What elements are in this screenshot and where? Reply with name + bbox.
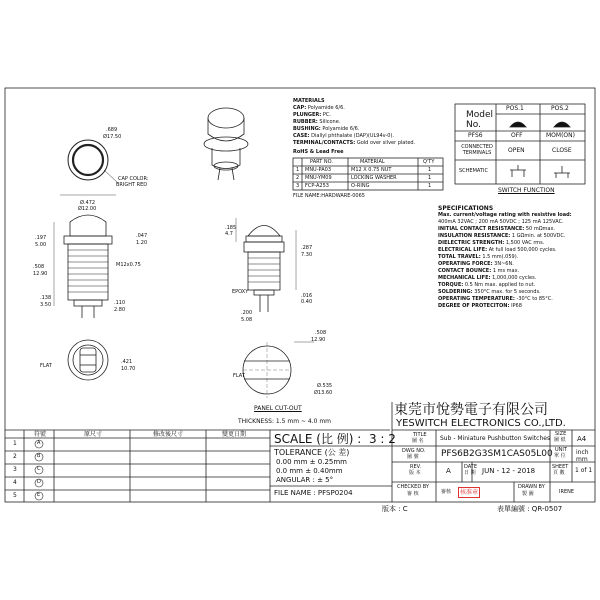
parts-cell: 1: [296, 167, 300, 173]
rev-header-symbol: 符號: [34, 431, 47, 438]
title-label: TITLE: [413, 432, 427, 438]
dim-label: Ø13.60: [314, 390, 333, 396]
connected-terminals-label: CONNECTED TERMINALS: [461, 144, 493, 156]
checked-by-label-cn: 審 核: [407, 491, 419, 497]
parts-cell: O-RING: [351, 183, 370, 189]
rev-header-date: 變更日期: [222, 431, 247, 438]
rev-symbol: C: [37, 466, 41, 472]
bottom-outer-circle: [68, 340, 108, 380]
dim-label: 7.30: [301, 252, 313, 258]
dwg-no-label: DWG NO.: [402, 448, 426, 454]
rev-row-number: 1: [13, 440, 17, 447]
parts-header-material: MATERIAL: [360, 159, 385, 165]
spec-line: MECHANICAL LIFE: 1,000,000 cycles.: [438, 275, 537, 281]
version-label: 版本 : C: [382, 505, 408, 513]
rating-value: 400mA 32VAC ; 200 mA 50VDC ; 125 mA 125VAC.: [438, 219, 564, 225]
dim-label: Ø12.00: [78, 206, 97, 212]
checked-by-value: 審核: [441, 489, 452, 495]
drawn-by-value: IRENE: [559, 489, 575, 495]
rev-row-number: 4: [13, 479, 17, 486]
thread-label: M12x0.75: [116, 262, 141, 268]
unit-label: UNIT: [555, 447, 567, 453]
flat-label: FLAT: [40, 363, 52, 369]
rev-symbol: D: [37, 479, 41, 485]
parts-cell: MNU-YM09: [305, 175, 332, 181]
dwg-no-label-cn: 圖 號: [407, 454, 419, 460]
dim-label: 12.90: [33, 271, 48, 277]
spec-line: OPERATING FORCE: 3N~6N.: [438, 261, 514, 267]
dim-label: .047: [136, 233, 148, 239]
dim-label: .110: [114, 300, 126, 306]
dim-label: 12.90: [311, 337, 326, 343]
parts-header-partno: PART NO.: [310, 159, 333, 165]
material-label: BUSHING:: [293, 126, 321, 132]
dim-label: .200: [241, 310, 253, 316]
spec-line: INSULATION RESISTANCE: 1 GΩmin. at 500VDC.: [438, 233, 566, 239]
pos1-connection: OPEN: [508, 147, 525, 154]
tolerance-line-2: 0.0 mm ± 0.40mm: [276, 467, 343, 475]
material-label: RUBBER:: [293, 119, 318, 125]
material-label: PLUNGER:: [293, 112, 322, 118]
materials-heading: MATERIALS: [293, 98, 325, 104]
pos1-label: POS.1: [506, 105, 524, 112]
title-label-cn: 圖 名: [412, 438, 424, 444]
dim-label: .197: [35, 235, 47, 241]
dim-label: .138: [40, 295, 52, 301]
material-label: TERMINAL/CONTACTS:: [293, 140, 356, 146]
rev-label: REV.: [410, 464, 421, 470]
rev-row-number: 5: [13, 492, 17, 499]
dim-label: 3.50: [40, 302, 52, 308]
sheet-label: SHEET: [552, 464, 569, 470]
rev-symbol: E: [37, 492, 41, 498]
material-value: Polyamide 6/6.: [307, 105, 345, 111]
dim-label: 2.80: [114, 307, 126, 313]
dim-label: 4.7: [225, 231, 233, 237]
approval-stamp: 核准章: [459, 489, 478, 496]
spec-line: INITIAL CONTACT RESISTANCE: 50 mΩmax.: [438, 226, 556, 232]
size-value: A4: [577, 435, 587, 443]
unit-value: inch mm: [576, 449, 589, 463]
material-value: Gold over silver plated.: [356, 140, 416, 146]
spec-line: ELECTRICAL LIFE: At full load 500,000 cycles.: [438, 247, 557, 253]
spec-line: CONTACT BOUNCE: 1 ms max.: [438, 268, 520, 274]
spec-line: SOLDERING: 350°C max. for 5 seconds.: [438, 289, 541, 295]
dim-label: 10.70: [121, 366, 136, 372]
dim-label: 0.40: [301, 299, 313, 305]
dim-label: 1.20: [136, 240, 148, 246]
spec-line: TORQUE: 0.5 Nm max. applied to nut.: [438, 282, 536, 288]
side-flange: [64, 236, 112, 244]
material-value: Polyamide 6/6.: [322, 126, 360, 132]
parts-cell: M12 X 0.75 NUT: [351, 167, 392, 173]
parts-header-qty: Q'TY: [423, 159, 435, 165]
parts-cell: 2: [296, 175, 300, 181]
dim-label: .287: [301, 245, 313, 251]
parts-cell: 3: [296, 183, 300, 189]
drawn-by-label: DRAWN BY: [518, 484, 545, 490]
spec-line: DEGREE OF PROTECITON: IP68: [438, 303, 522, 309]
iso-cap-top: [208, 108, 244, 128]
rev-symbol: B: [37, 453, 41, 459]
file-name: FILE NAME : PFSP0204: [274, 489, 353, 497]
size-label: SIZE: [555, 431, 567, 437]
spec-line: DIELECTRIC STRENGTH: 1,500 VAC rms.: [438, 240, 545, 246]
model-value: PFS6: [468, 132, 483, 139]
parts-cell: MNU-PA03: [305, 167, 331, 173]
material-value: PC.: [322, 112, 331, 118]
date-label: DATE: [464, 464, 478, 470]
specifications-heading: SPECIFICATIONS: [438, 205, 494, 212]
dim-label: .508: [33, 264, 45, 270]
drawn-by-label-cn: 製 圖: [522, 491, 534, 497]
switch-function-caption: SWITCH FUNCTION: [498, 187, 555, 194]
thickness-label: THICKNESS: 1.5 mm ~ 4.0 mm: [238, 418, 332, 425]
rev-value: A: [446, 467, 451, 475]
rev-row-number: 2: [13, 453, 17, 460]
material-value: Silicone.: [319, 119, 341, 125]
spec-line: OPERATING TEMPERATURE: -30°C to 85°C.: [438, 296, 553, 302]
unit-label-cn: 單 位: [554, 453, 566, 459]
parts-cell: FCP-A253: [305, 183, 329, 189]
epoxy-label: EPOXY: [232, 289, 249, 295]
cap-inner-circle: [73, 145, 103, 175]
rev-header-modified: 修改後尺寸: [153, 431, 184, 438]
dim-label: .185: [225, 225, 237, 231]
parts-cell: 1: [428, 167, 432, 173]
parts-cell: 1: [428, 183, 432, 189]
rev-row-number: 3: [13, 466, 17, 473]
size-label-cn: 圖 紙: [554, 437, 566, 443]
model-label: Model No.: [466, 110, 494, 130]
pos2-state: MOM(ON): [546, 132, 575, 139]
dim-label: 5.00: [35, 242, 47, 248]
checked-by-label: CHECKED BY: [397, 484, 429, 490]
dwg-no-value: PFS6B2G3SM1CAS05L00: [441, 449, 553, 459]
dim-label: .016: [301, 293, 313, 299]
rohs-label: RoHS & Lead Free: [293, 149, 344, 155]
rev-label-cn: 版 本: [409, 470, 421, 476]
parts-cell: LOCKING WASHER: [351, 175, 397, 181]
scale-value: 3 : 2: [368, 432, 396, 446]
dim-label: .508: [315, 330, 327, 336]
parts-cell: 1: [428, 175, 432, 181]
scale-label: SCALE (比 例) :: [274, 432, 362, 446]
pos1-state: OFF: [511, 132, 523, 139]
dim-label: Ø17.50: [103, 134, 122, 140]
sheet-value: 1 of 1: [575, 467, 593, 474]
rev-header-original: 原尺寸: [84, 431, 103, 438]
panel-cutout-label: PANEL CUT-OUT: [254, 405, 302, 412]
material-label: CAP:: [293, 105, 307, 111]
dim-label: .421: [121, 359, 133, 365]
pos2-label: POS.2: [551, 105, 569, 112]
tolerance-line-1: 0.00 mm ± 0.25mm: [276, 458, 347, 466]
side-body: [68, 244, 108, 300]
dim-label: 5.08: [241, 317, 253, 323]
cap-color-label: CAP COLOR:: [118, 176, 149, 182]
dim-label: Ø.472: [80, 200, 96, 206]
company-name-cn: 東莞市悅勢電子有限公司: [394, 402, 548, 418]
material-label: CASE:: [293, 133, 310, 139]
dim-label: .689: [106, 127, 118, 133]
dim-label: Ø.535: [317, 383, 333, 389]
center-dome: [248, 226, 280, 237]
cap-color-value: BRIGHT RED: [116, 182, 148, 188]
rating-heading: Max. current/voltage rating with resistive load:: [438, 212, 572, 218]
spec-line: TOTAL TRAVEL: 1.5 mm(.059).: [438, 254, 519, 260]
material-value: Diallyl phthalate (DAP)(UL94v-0).: [311, 133, 394, 139]
company-name-en: YESWITCH ELECTRONICS CO.,LTD.: [396, 418, 566, 429]
flat-label: FLAT: [233, 373, 245, 379]
date-label-cn: 日 期: [464, 470, 476, 476]
rev-symbol: A: [37, 440, 41, 446]
scale-text: [274, 433, 396, 445]
form-number: 表單編號 : QR-0507: [497, 505, 563, 513]
tolerance-label: TOLERANCE (公 差): [274, 448, 350, 457]
hardware-file-name: FILE NAME:HARDWARE-0065: [293, 193, 365, 199]
side-cap: [70, 215, 106, 236]
date-value: JUN - 12 - 2018: [482, 467, 536, 475]
schematic-label: SCHEMATIC: [459, 168, 488, 174]
pos2-connection: CLOSE: [552, 147, 572, 154]
angular-tolerance: ANGULAR : ± 5°: [276, 476, 334, 484]
sheet-label-cn: 頁 數: [553, 470, 565, 476]
title-value: Sub - Miniature Pushbutton Switches: [440, 435, 551, 442]
